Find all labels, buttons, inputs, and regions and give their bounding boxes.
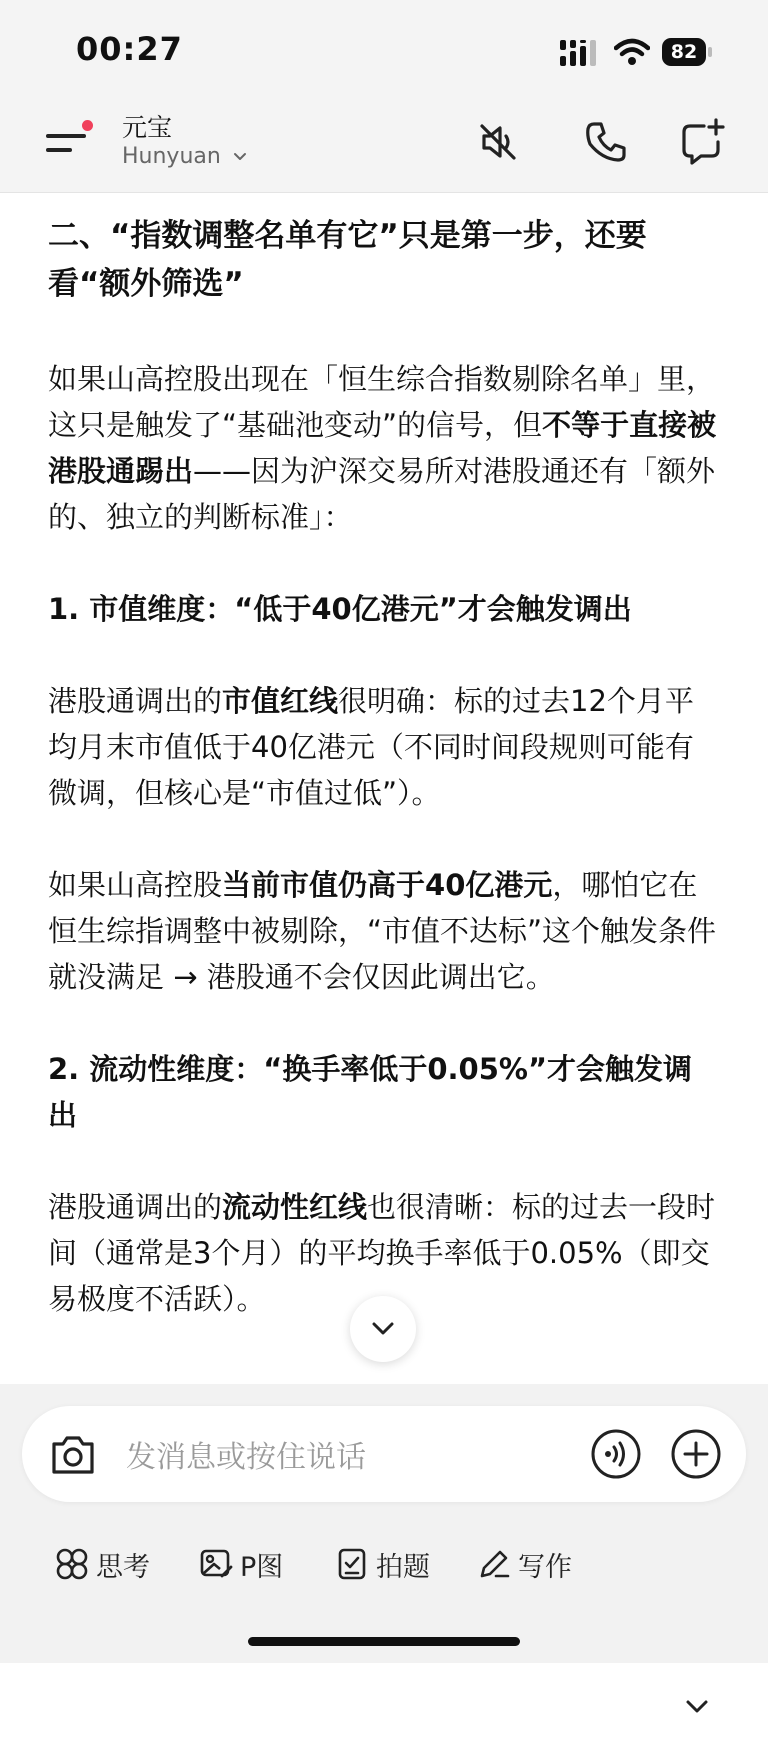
pen-icon (476, 1546, 512, 1582)
tool-writing[interactable] (476, 1542, 572, 1586)
status-bar (0, 0, 768, 100)
image-edit-icon (198, 1546, 234, 1582)
new-chat-icon[interactable] (676, 116, 728, 168)
subheading: 1. 市值维度：“低于40亿港元”才会触发调出 (48, 592, 632, 626)
model-name: Hunyuan (122, 144, 221, 169)
tool-think[interactable] (54, 1542, 150, 1586)
chat-header (0, 100, 768, 193)
message-input[interactable]: 发消息或按住说话 (126, 1440, 366, 1475)
scroll-to-bottom-button[interactable] (350, 1296, 416, 1362)
tool-image-edit[interactable] (198, 1542, 283, 1586)
section-heading: 二、“指数调整名单有它”只是第一步，还要看“额外筛选” (48, 218, 647, 302)
collapse-tools-button[interactable] (666, 1676, 728, 1738)
message-content (48, 192, 720, 1384)
tool-label: 拍题 (376, 1551, 430, 1583)
tool-label: P图 (240, 1551, 284, 1583)
home-indicator (248, 1637, 520, 1646)
mute-speaker-icon[interactable] (472, 116, 524, 168)
battery-level: 82 (662, 38, 706, 66)
paragraph: 港股通调出的市值红线很明确：标的过去12个月平均月末市值低于40亿港元（不同时间段规则可能有微调，但核心是“市值过低”）。 (48, 684, 694, 810)
camera-icon[interactable] (48, 1430, 98, 1478)
chevron-down-icon (232, 149, 248, 165)
notification-dot (82, 120, 93, 131)
chevron-down-icon (370, 1318, 396, 1340)
menu-button[interactable] (42, 118, 94, 164)
tool-bar (0, 1534, 768, 1594)
wifi-icon (614, 38, 650, 66)
assistant-name: 元宝 (122, 113, 173, 142)
message-input-bar[interactable] (22, 1406, 746, 1502)
paragraph: 港股通调出的流动性红线也很清晰：标的过去一段时间（通常是3个月）的平均换手率低于0.05%（即交易极度不活跃）。 (48, 1190, 716, 1316)
status-time: 00:27 (76, 30, 183, 68)
battery-icon (662, 38, 712, 66)
model-selector[interactable] (122, 144, 248, 169)
scan-question-icon (334, 1546, 370, 1582)
cellular-signal-icon (560, 40, 604, 66)
tool-label: 思考 (96, 1551, 150, 1583)
composer-area (0, 1384, 768, 1663)
subheading: 2. 流动性维度：“换手率低于0.05%”才会触发调出 (48, 1052, 693, 1132)
paragraph: 如果山高控股当前市值仍高于40亿港元，哪怕它在恒生综指调整中被剔除，“市值不达标”这个触发条件就没满足 → 港股通不会仅因此调出它。 (48, 868, 717, 994)
think-icon (54, 1546, 90, 1582)
voice-call-icon[interactable] (590, 1428, 642, 1480)
chevron-down-icon (685, 1699, 709, 1715)
phone-call-icon[interactable] (580, 116, 632, 168)
tool-scan-question[interactable] (334, 1542, 430, 1586)
plus-icon[interactable] (670, 1428, 722, 1480)
paragraph: 如果山高控股出现在「恒生综合指数剔除名单」里，这只是触发了“基础池变动”的信号，但不等于直接被港股通踢出——因为沪深交易所对港股通还有「额外的、独立的判断标准」： (48, 362, 717, 534)
tool-label: 写作 (518, 1551, 572, 1583)
